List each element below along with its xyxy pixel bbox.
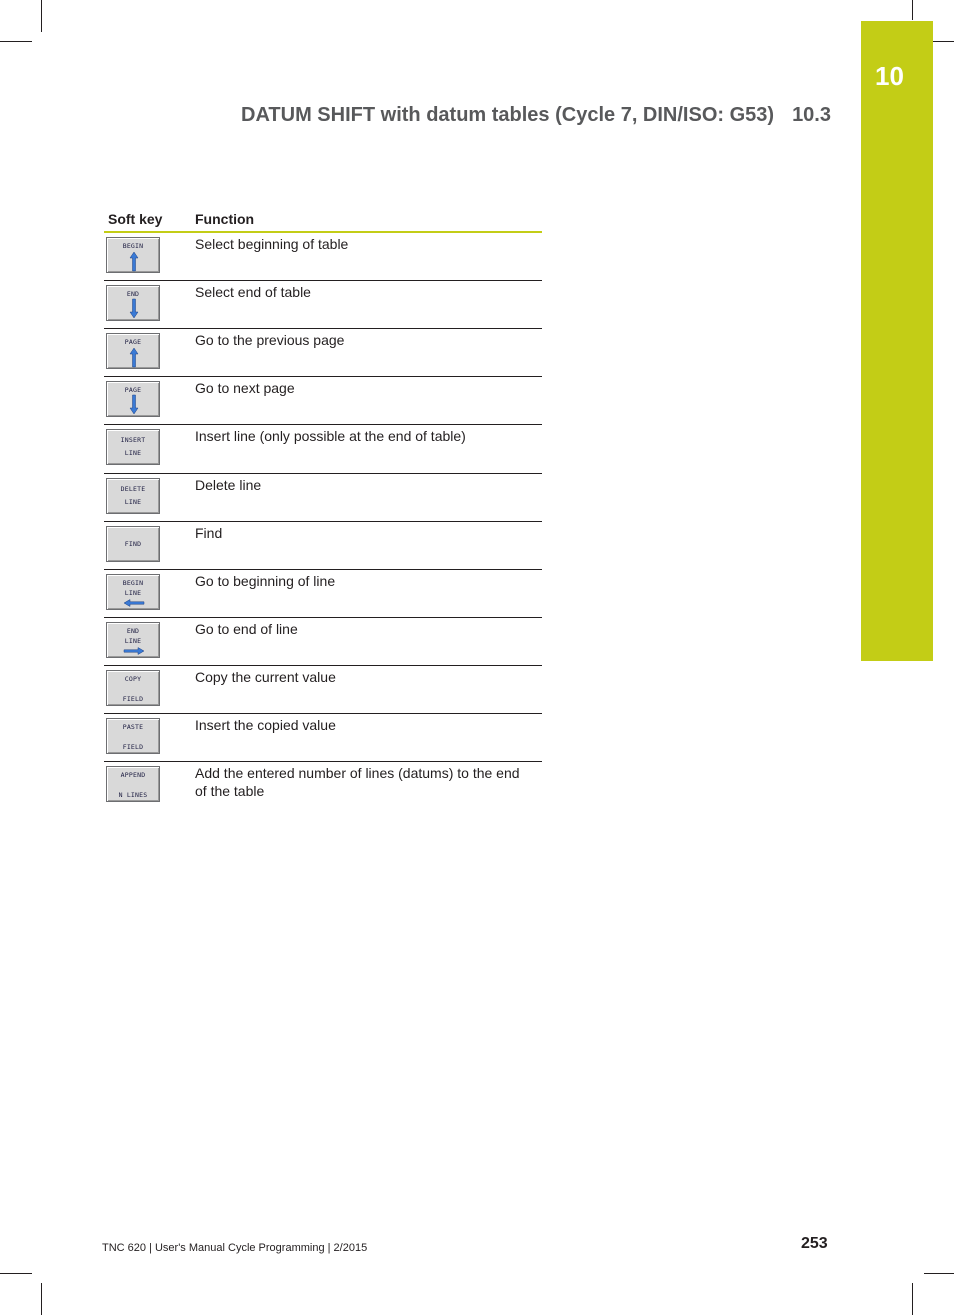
table-row (104, 329, 542, 377)
arrow-shape (130, 348, 138, 367)
crop-mark (912, 1283, 913, 1315)
softkey-table (104, 208, 542, 809)
crop-mark (912, 0, 913, 20)
softkey-button[interactable] (106, 381, 160, 417)
softkey-label: PASTE (122, 723, 144, 731)
col-function: Function (195, 211, 255, 227)
softkey-button[interactable] (106, 718, 160, 754)
table-row (104, 666, 542, 714)
function-description: Go to end of line (195, 621, 298, 637)
softkey-label: COPY (124, 675, 142, 683)
page-header (241, 104, 831, 127)
softkey-label: PAGE (124, 338, 142, 346)
softkey-label: N LINES (118, 791, 148, 799)
softkey-label: INSERT (120, 436, 146, 444)
softkey-cell (104, 329, 190, 376)
arrow-shape (130, 252, 138, 271)
softkey-label: FIND (124, 540, 142, 548)
table-row (104, 281, 542, 329)
softkey-label: APPEND (120, 771, 146, 779)
softkey-cell (104, 666, 190, 713)
footer-text: TNC 620 | User's Manual Cycle Programming | 2/2015 (102, 1242, 368, 1254)
chapter-tab (861, 21, 933, 661)
softkey-cell (104, 762, 190, 809)
function-description: Select end of table (195, 284, 311, 300)
softkey-button[interactable] (106, 670, 160, 706)
function-description: Insert line (only possible at the end of table) (195, 428, 466, 444)
table-row (104, 233, 542, 281)
softkey-label: FIELD (122, 743, 144, 751)
table-header (104, 208, 542, 233)
crop-mark (0, 1273, 32, 1274)
arrow-right-icon (107, 623, 161, 659)
arrow-left-icon (107, 575, 161, 611)
arrow-up-icon (107, 334, 161, 370)
softkey-button[interactable] (106, 429, 160, 465)
col-softkey: Soft key (108, 211, 163, 227)
crop-mark (41, 0, 42, 32)
header-section: 10.3 (792, 104, 831, 126)
crop-mark (924, 1273, 954, 1274)
function-description: Go to beginning of line (195, 573, 336, 589)
table-row (104, 618, 542, 666)
table-row (104, 570, 542, 618)
function-description: Find (195, 525, 223, 541)
softkey-button[interactable] (106, 766, 160, 802)
softkey-label: END (126, 627, 140, 635)
crop-mark (0, 41, 32, 42)
arrow-down-icon (107, 382, 161, 418)
softkey-label: PAGE (124, 386, 142, 394)
table-row (104, 522, 542, 570)
softkey-label: LINE (124, 637, 142, 645)
softkey-label: END (126, 290, 140, 298)
function-description: Copy the current value (195, 669, 336, 685)
softkey-cell (104, 570, 190, 617)
arrow-up-icon (107, 238, 161, 274)
softkey-cell (104, 474, 190, 521)
table-row (104, 714, 542, 762)
function-description: Select beginning of table (195, 236, 349, 252)
function-description: Insert the copied value (195, 717, 336, 733)
arrow-shape (130, 299, 138, 318)
softkey-button[interactable] (106, 622, 160, 658)
table-row (104, 377, 542, 425)
softkey-label: LINE (124, 589, 142, 597)
table-row (104, 425, 542, 474)
arrow-shape (124, 600, 144, 607)
page-number: 253 (801, 1235, 828, 1252)
softkey-label: LINE (124, 498, 142, 506)
softkey-button[interactable] (106, 478, 160, 514)
function-description: Add the entered number of lines (datums) to the end of the table (195, 765, 520, 799)
chapter-number: 10 (875, 61, 904, 91)
softkey-label: DELETE (120, 485, 146, 493)
softkey-button[interactable] (106, 526, 160, 562)
arrow-shape (130, 395, 138, 414)
softkey-cell (104, 233, 190, 280)
softkey-cell (104, 618, 190, 665)
function-description: Delete line (195, 477, 262, 493)
header-title: DATUM SHIFT with datum tables (Cycle 7, DIN/ISO: G53) (241, 104, 775, 126)
softkey-label: BEGIN (122, 579, 144, 587)
softkey-button[interactable] (106, 285, 160, 321)
softkey-cell (104, 714, 190, 761)
softkey-cell (104, 281, 190, 328)
arrow-shape (124, 648, 144, 655)
crop-mark (41, 1283, 42, 1315)
softkey-cell (104, 425, 190, 473)
softkey-label: LINE (124, 449, 142, 457)
table-row (104, 474, 542, 522)
function-description: Go to the previous page (195, 332, 345, 348)
softkey-button[interactable] (106, 574, 160, 610)
arrow-down-icon (107, 286, 161, 322)
softkey-cell (104, 522, 190, 569)
softkey-button[interactable] (106, 333, 160, 369)
softkey-button[interactable] (106, 237, 160, 273)
softkey-label: BEGIN (122, 242, 144, 250)
table-body (104, 233, 542, 809)
function-description: Go to next page (195, 380, 295, 396)
softkey-label: FIELD (122, 695, 144, 703)
softkey-cell (104, 377, 190, 424)
table-row (104, 762, 542, 809)
